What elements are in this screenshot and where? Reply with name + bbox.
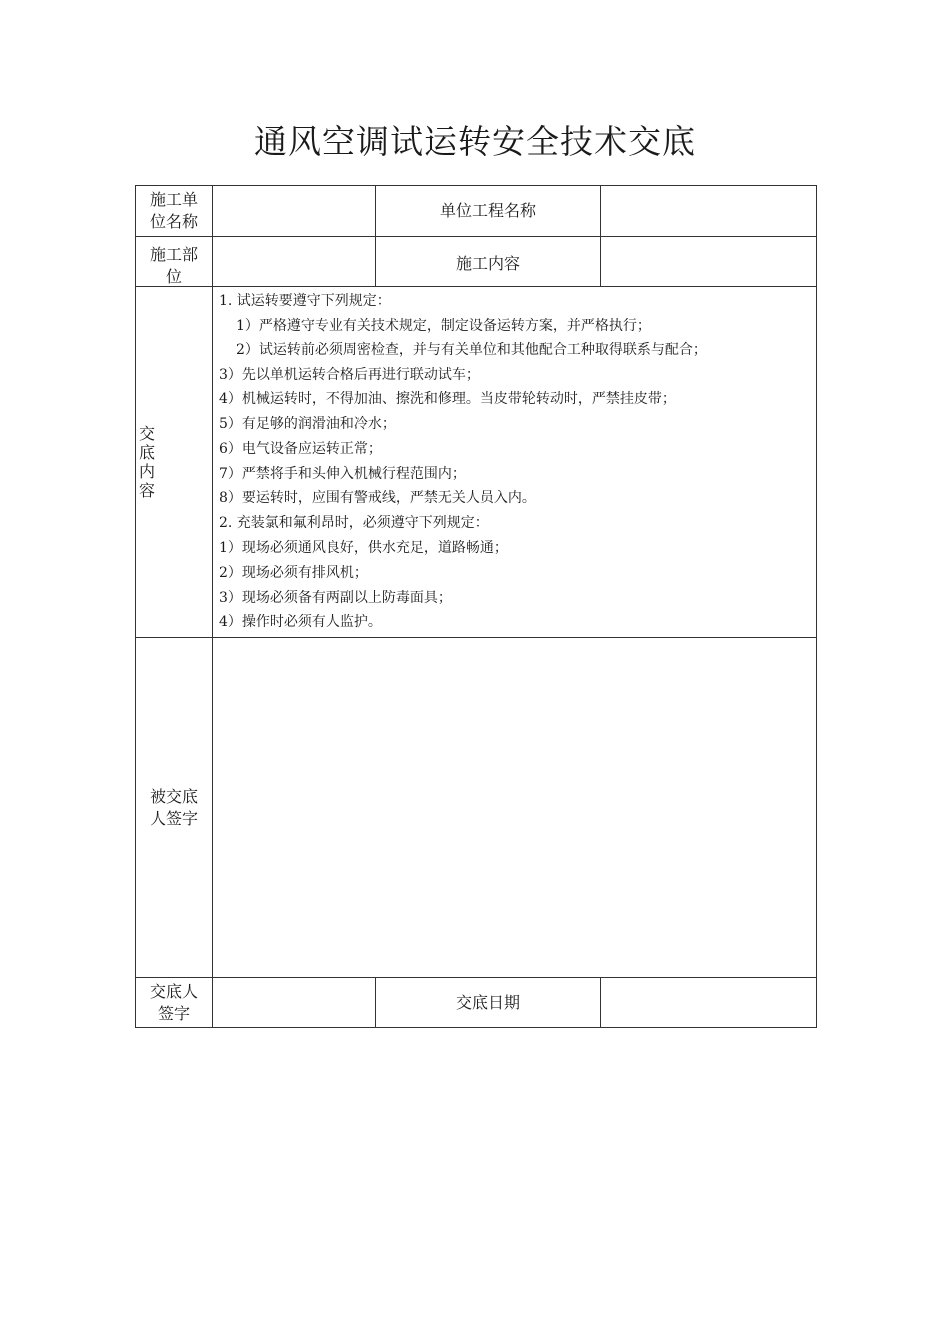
briefing-line: 1）现场必须通风良好，供水充足，道路畅通； (219, 540, 508, 556)
briefing-line: 6）电气设备应运转正常； (219, 441, 382, 457)
briefing-line: 5）有足够的润滑油和冷水； (219, 416, 396, 432)
briefer-label-line1: 交底人 (149, 981, 198, 1001)
briefing-content-cell (212, 286, 817, 638)
content-field[interactable] (600, 236, 817, 287)
briefing-label-char: 内 (138, 462, 155, 481)
briefer-label (135, 977, 213, 1028)
project-name-label: 单位工程名称 (375, 185, 601, 237)
briefing-line: 3）先以单机运转合格后再进行联动试车； (219, 367, 480, 383)
recipient-label (135, 637, 213, 978)
briefing-line: 1）严格遵守专业有关技术规定，制定设备运转方案，并严格执行； (236, 318, 651, 334)
date-label: 交底日期 (375, 977, 601, 1028)
briefing-line: 1. 试运转要遵守下列规定： (219, 293, 391, 309)
briefer-label-line2: 签字 (157, 1003, 190, 1023)
briefing-line: 2）试运转前必须周密检查，并与有关单位和其他配合工种取得联系与配合； (236, 342, 707, 358)
recipient-label-line1: 被交底 (149, 786, 198, 806)
content-label: 施工内容 (375, 236, 601, 287)
recipient-signature-field[interactable] (212, 637, 817, 978)
recipient-label-line2: 人签字 (149, 808, 198, 828)
briefer-signature-field[interactable] (212, 977, 376, 1028)
briefing-label-char: 底 (138, 443, 155, 462)
briefing-line: 2）现场必须有排风机； (219, 565, 368, 581)
unit-name-label-line2: 位名称 (149, 212, 198, 231)
part-label-line1: 施工部 (149, 244, 198, 264)
briefing-label (137, 424, 157, 500)
unit-name-label (135, 185, 213, 237)
briefing-line: 4）机械运转时，不得加油、擦洗和修理。当皮带轮转动时，严禁挂皮带； (219, 391, 676, 407)
briefing-line: 3）现场必须备有两副以上防毒面具； (219, 590, 452, 606)
briefing-line: 8）要运转时，应围有警戒线，严禁无关人员入内。 (219, 490, 536, 506)
unit-name-field[interactable] (212, 185, 376, 237)
date-field[interactable] (600, 977, 817, 1028)
project-name-field[interactable] (600, 185, 817, 237)
briefing-line: 2. 充装氯和氟利昂时，必须遵守下列规定： (219, 515, 489, 531)
part-field[interactable] (212, 236, 376, 287)
briefing-line: 4）操作时必须有人监护。 (219, 614, 382, 630)
briefing-line: 7）严禁将手和头伸入机械行程范围内； (219, 466, 466, 482)
briefing-label-char: 交 (138, 424, 155, 443)
briefing-label-char: 容 (138, 481, 155, 500)
part-label-line2: 位 (165, 266, 182, 286)
part-label (135, 236, 213, 287)
document-title: 通风空调试运转安全技术交底 (254, 122, 696, 161)
unit-name-label-line1: 施工单 (149, 190, 198, 209)
